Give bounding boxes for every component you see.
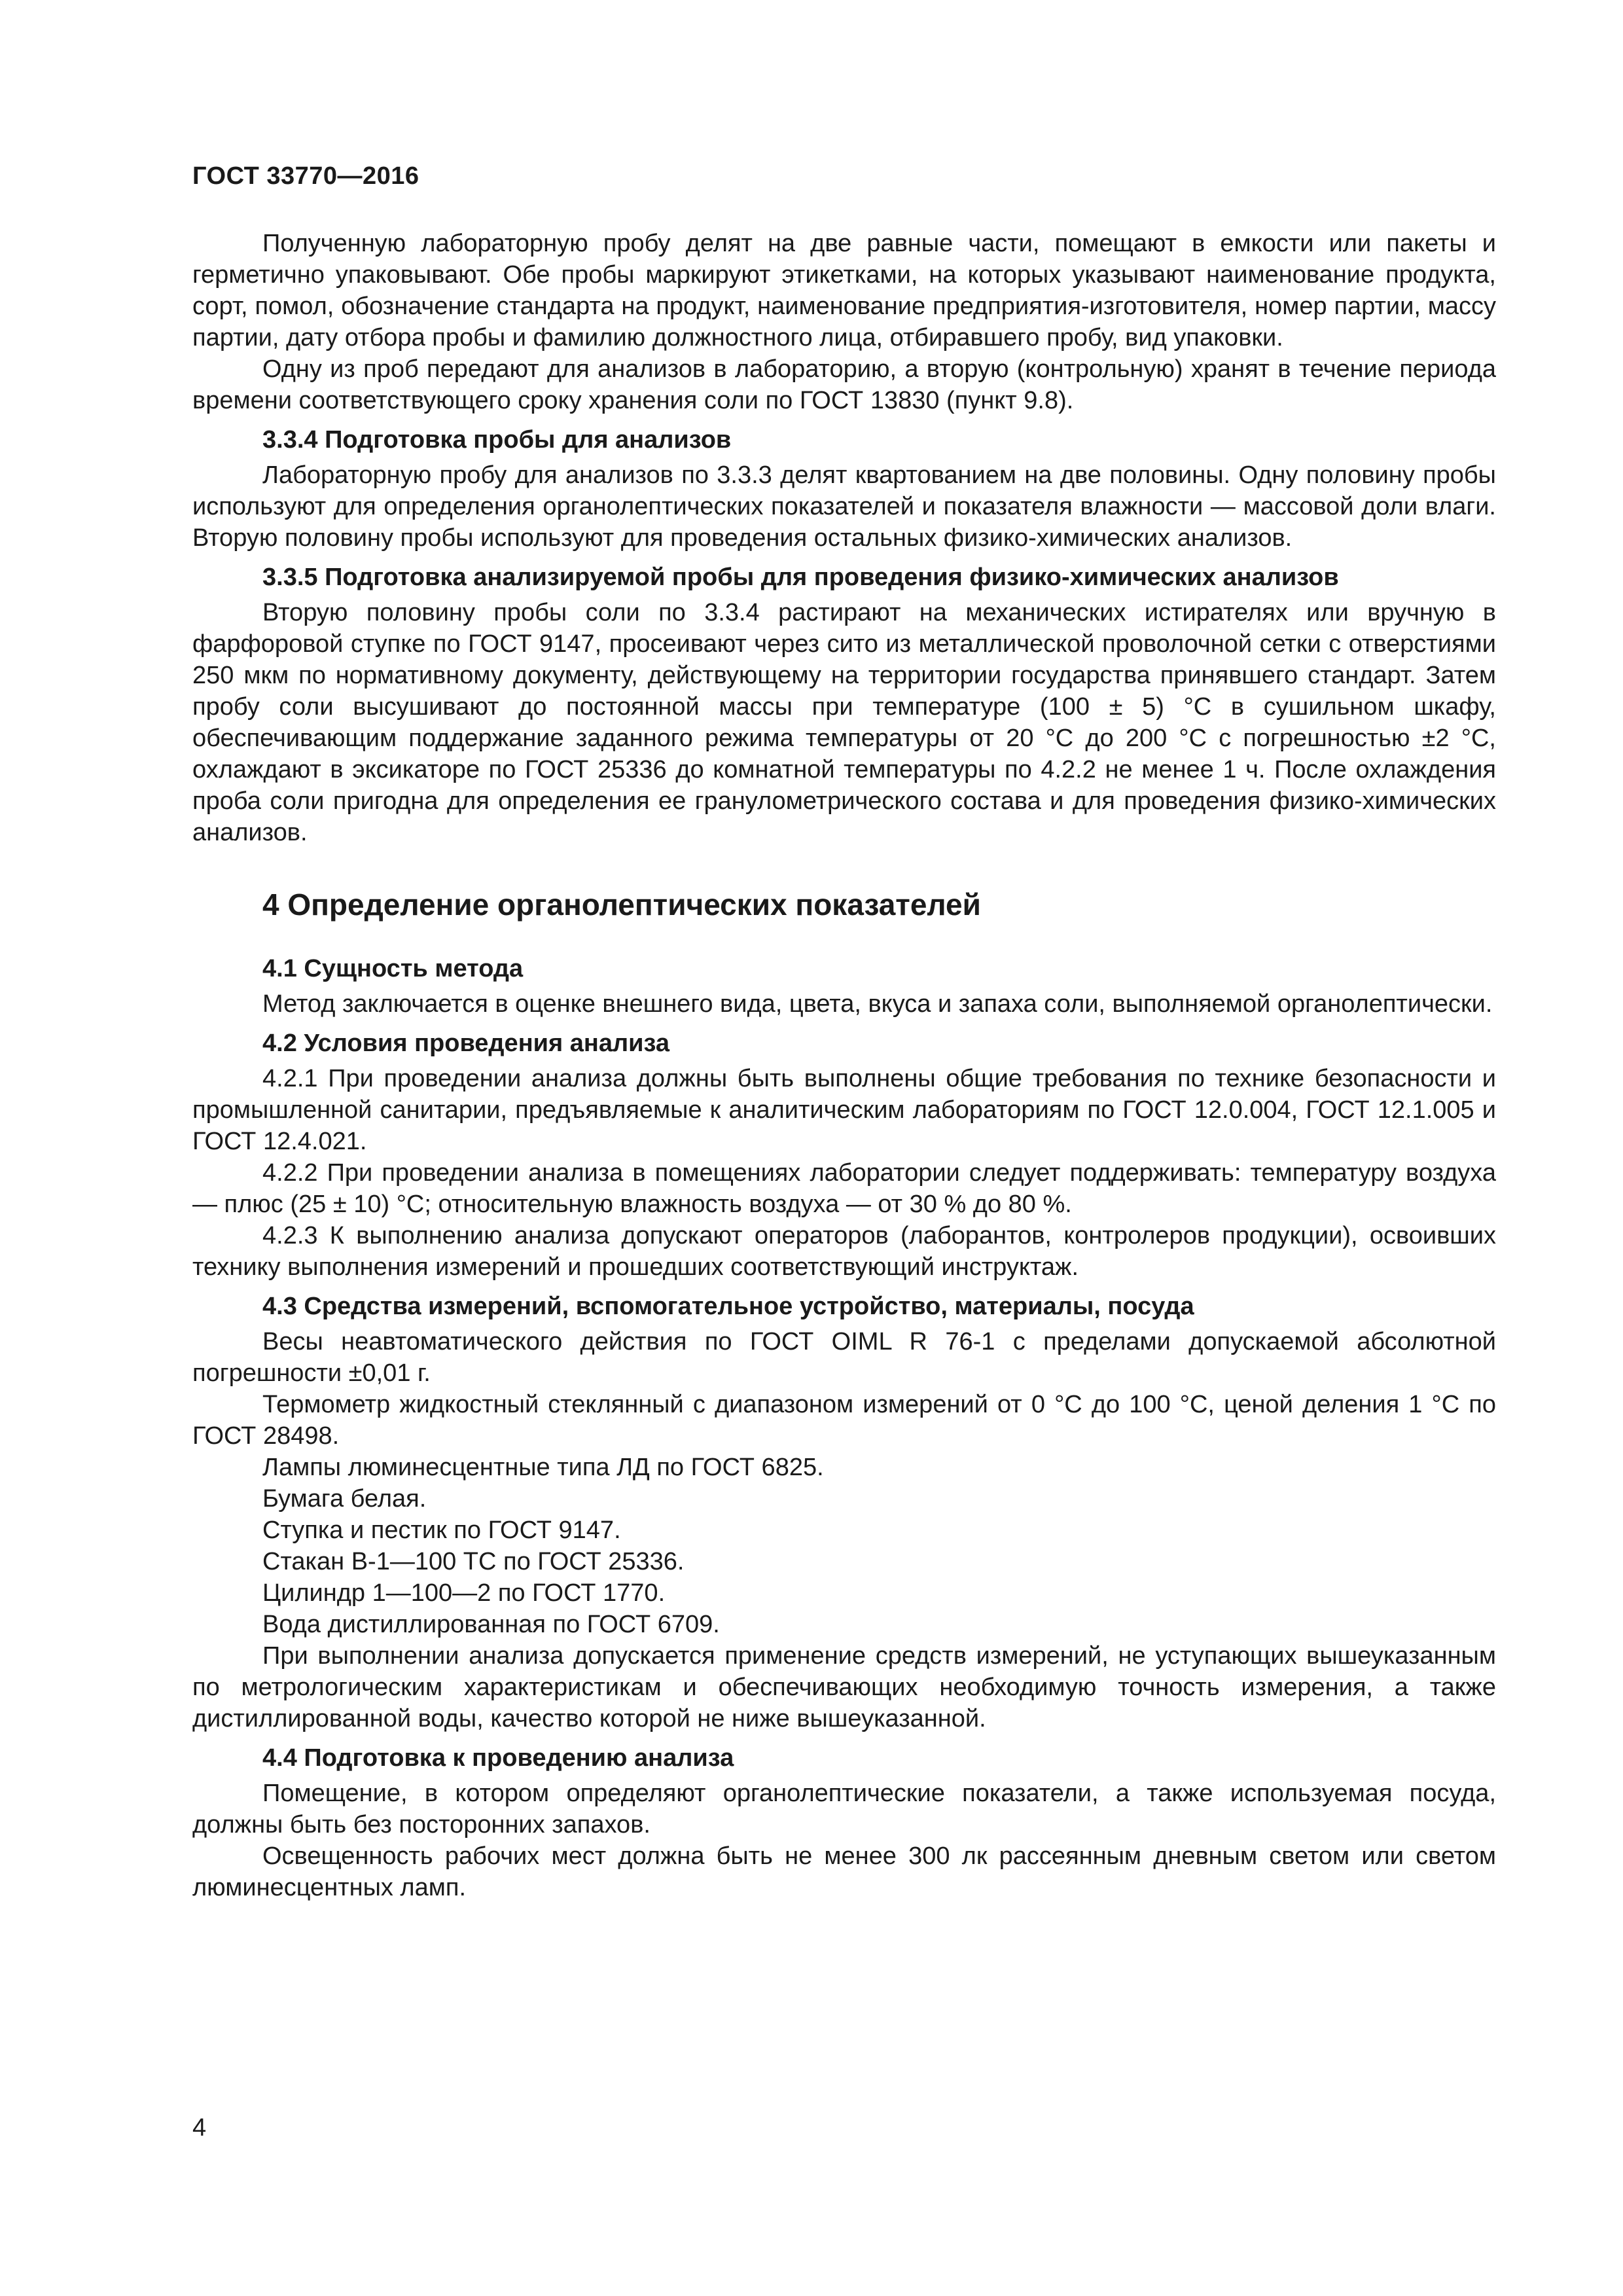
list-item: Бумага белая. <box>262 1485 427 1513</box>
subsection-heading: 4.3 Средства измерений, вспомогательное устройство, материалы, посуда <box>262 1293 1194 1320</box>
paragraph: 4.2.3 К выполнению анализа допускают операторов (лаборантов, контролеров продукции), освоивших технику выполнения измерений и прошедших соответствующий инструктаж. <box>192 1222 1496 1281</box>
list-item: Цилиндр 1—100—2 по ГОСТ 1770. <box>262 1579 666 1607</box>
paragraph: 4.2.1 При проведении анализа должны быть выполнены общие требования по технике безопасности и промышленной санитарии, предъявляемые к аналитическим лабораториям по ГОСТ 12.0.004, ГОСТ 12.1.005 и ГОСТ 12.4.021. <box>192 1065 1496 1155</box>
paragraph: Термометр жидкостный стеклянный с диапазоном измерений от 0 °С до 100 °С, ценой деления 1 °С по ГОСТ 28498. <box>192 1391 1496 1450</box>
subsection-heading: 4.1 Сущность метода <box>262 955 524 982</box>
list-item: Лампы люминесцентные типа ЛД по ГОСТ 6825. <box>262 1454 824 1481</box>
paragraph: Вторую половину пробы соли по 3.3.4 растирают на механических истирателях или вручную в фарфоровой ступке по ГОСТ 9147, просеивают через сито из металлической проволочной сетки с отверстиями 250 мкм по нормативному документу, действующему на территории государства принявшего стандарт. Затем пробу соли высушивают до постоянной массы при температуре (100 ± 5) °С в сушильном шкафу, обеспечивающим поддержание заданного режима температуры от 20 °С до 200 °С с погрешностью ±2 °С, охлаждают в эксикаторе по ГОСТ 25336 до комнатной температуры по 4.2.2 не менее 1 ч. После охлаждения проба соли пригодна для определения ее гранулометрического состава и для проведения физико-химических анализов. <box>192 599 1496 846</box>
section-heading: 4 Определение органолептических показателей <box>262 888 981 922</box>
subsection-heading: 3.3.5 Подготовка анализируемой пробы для проведения физико-химических анализов <box>262 564 1339 591</box>
paragraph: Весы неавтоматического действия по ГОСТ OIML R 76-1 с пределами допускаемой абсолютной погрешности ±0,01 г. <box>192 1328 1496 1387</box>
list-item: Стакан В-1—100 ТС по ГОСТ 25336. <box>262 1548 685 1575</box>
paragraph: Помещение, в котором определяют органолептические показатели, а также используемая посуда, должны быть без посторонних запахов. <box>192 1780 1496 1839</box>
document-body <box>192 228 1496 1903</box>
paragraph: Полученную лабораторную пробу делят на две равные части, помещают в емкости или пакеты и герметично упаковывают. Обе пробы маркируют этикетками, на которых указывают наименование продукта, сорт, помол, обозначение стандарта на продукт, наименование предприятия-изготовителя, номер партии, массу партии, дату отбора пробы и фамилию должностного лица, отбиравшего пробу, вид упаковки. <box>192 230 1496 351</box>
subsection-heading: 3.3.4 Подготовка пробы для анализов <box>262 426 732 454</box>
paragraph: При выполнении анализа допускается применение средств измерений, не уступающих вышеуказанным по метрологическим характеристикам и обеспечивающих необходимую точность измерения, а также дистиллированной воды, качество которой не ниже вышеуказанной. <box>192 1642 1496 1732</box>
subsection-heading: 4.4 Подготовка к проведению анализа <box>262 1744 734 1772</box>
page-number: 4 <box>192 2114 207 2142</box>
paragraph: 4.2.2 При проведении анализа в помещениях лаборатории следует поддерживать: температуру воздуха — плюс (25 ± 10) °С; относительную влажность воздуха — от 30 % до 80 %. <box>192 1159 1496 1218</box>
list-item: Вода дистиллированная по ГОСТ 6709. <box>262 1611 720 1638</box>
paragraph: Метод заключается в оценке внешнего вида, цвета, вкуса и запаха соли, выполняемой органолептически. <box>262 990 1493 1018</box>
document-code: ГОСТ 33770—2016 <box>192 162 419 190</box>
paragraph: Одну из проб передают для анализов в лабораторию, а вторую (контрольную) хранят в течение периода времени соответствующего сроку хранения соли по ГОСТ 13830 (пункт 9.8). <box>192 355 1496 414</box>
paragraph: Освещенность рабочих мест должна быть не менее 300 лк рассеянным дневным светом или светом люминесцентных ламп. <box>192 1842 1496 1901</box>
list-item: Ступка и пестик по ГОСТ 9147. <box>262 1516 621 1544</box>
subsection-heading: 4.2 Условия проведения анализа <box>262 1030 669 1057</box>
paragraph: Лабораторную пробу для анализов по 3.3.3 делят квартованием на две половины. Одну половину пробы используют для определения органолептических показателей и показателя влажности — массовой доли влаги. Вторую половину пробы используют для проведения остальных физико-химических анализов. <box>192 461 1496 552</box>
